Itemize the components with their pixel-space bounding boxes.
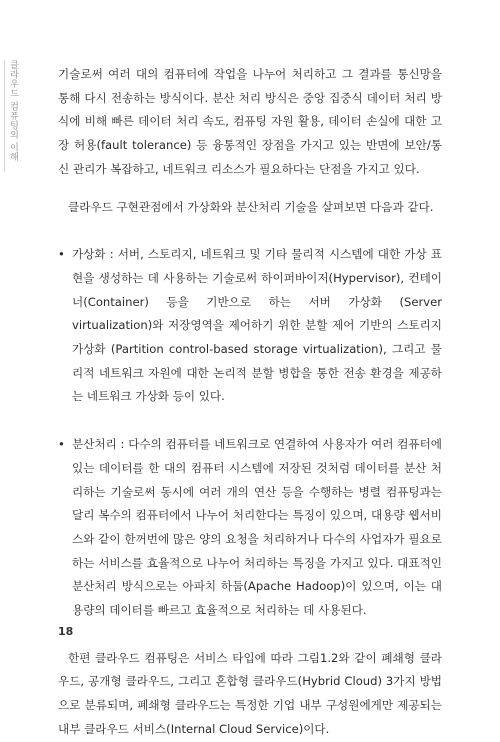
running-head: 클라우드 컴퓨팅의 이해 bbox=[4, 60, 20, 172]
body-text bbox=[58, 63, 442, 742]
page-number: 18 bbox=[58, 625, 74, 638]
bullet-virtualization bbox=[58, 243, 442, 409]
paragraph-cloud-types: 한편 클라우드 컴퓨팅은 서비스 타입에 따라 그림1.2와 같이 폐쇄형 클라우드, 공개형 클라우드, 그리고 혼합형 클라우드(Hybrid Cloud) 3가지 방법으로 분류되며, 폐쇄형 클라우드는 특정한 기업 내부 구성원에게만 제공되는 내부 클라우드 서비스(Internal Cloud Service)이다. bbox=[58, 650, 442, 736]
paragraph-distributed-processing-intro: 기술로써 여러 대의 컴퓨터에 작업을 나누어 처리하고 그 결과를 통신망을 통해 다시 전송하는 방식이다. 분산 처리 방식은 중앙 집중식 데이터 처리 방식에 비해 빠른 데이터 처리 속도, 컴퓨팅 자원 활용, 데이터 손실에 대한 고장 허용(fault tolerance) 등 융통적인 장점을 가지고 있는 반면에 보안/통신 관리가 복잡하고, 네트워크 리소스가 필요하다는 단점을 가지고 있다. bbox=[58, 67, 442, 176]
bullet-text-virtualization: 가상화 : 서버, 스토리지, 네트워크 및 기타 물리적 시스템에 대한 가상 표현을 생성하는 데 사용하는 기술로써 하이퍼바이저(Hypervisor), 컨테이너(Container) 등을 기반으로 하는 서버 가상화 (Server virtualization)와 저장영역을 제어하기 위한 분할 제어 기반의 스토리지 가상화 (Partition control-based storage virtualization), 그리고 물리적 네트워크 자원에 대한 논리적 분할 병합을 통한 전송 환경을 제공하는 네트워크 가상화 등이 있다. bbox=[72, 247, 442, 404]
bullet-text-distributed-processing: 분산처리 : 다수의 컴퓨터를 네트워크로 연결하여 사용자가 여러 컴퓨터에 있는 데이터를 한 대의 컴퓨터 시스템에 저장된 것처럼 데이터를 분산 처리하는 기술로써 동시에 여러 개의 연산 등을 수행하는 병렬 컴퓨팅과는 달리 복수의 컴퓨터에서 나누어 처리한다는 특징이 있으며, 대용량 웹서비스와 같이 한꺼번에 많은 양의 요청을 처리하거나 다수의 사업자가 필요로 하는 서비스를 효율적으로 나누어 처리하는 특징을 가지고 있다. 대표적인 분산처리 방식으로는 아파치 하둡(Apache Hadoop)이 있으며, 이는 대용량의 데이터를 빠르고 효율적으로 처리하는 데 사용된다. bbox=[72, 437, 442, 618]
paragraph-implementation-view: 클라우드 구현관점에서 가상화와 분산처리 기술을 살펴보면 다음과 같다. bbox=[68, 199, 434, 214]
bullet-distributed-processing bbox=[58, 433, 442, 623]
bullet-marker: • bbox=[58, 247, 65, 262]
bullet-marker: • bbox=[58, 437, 65, 452]
